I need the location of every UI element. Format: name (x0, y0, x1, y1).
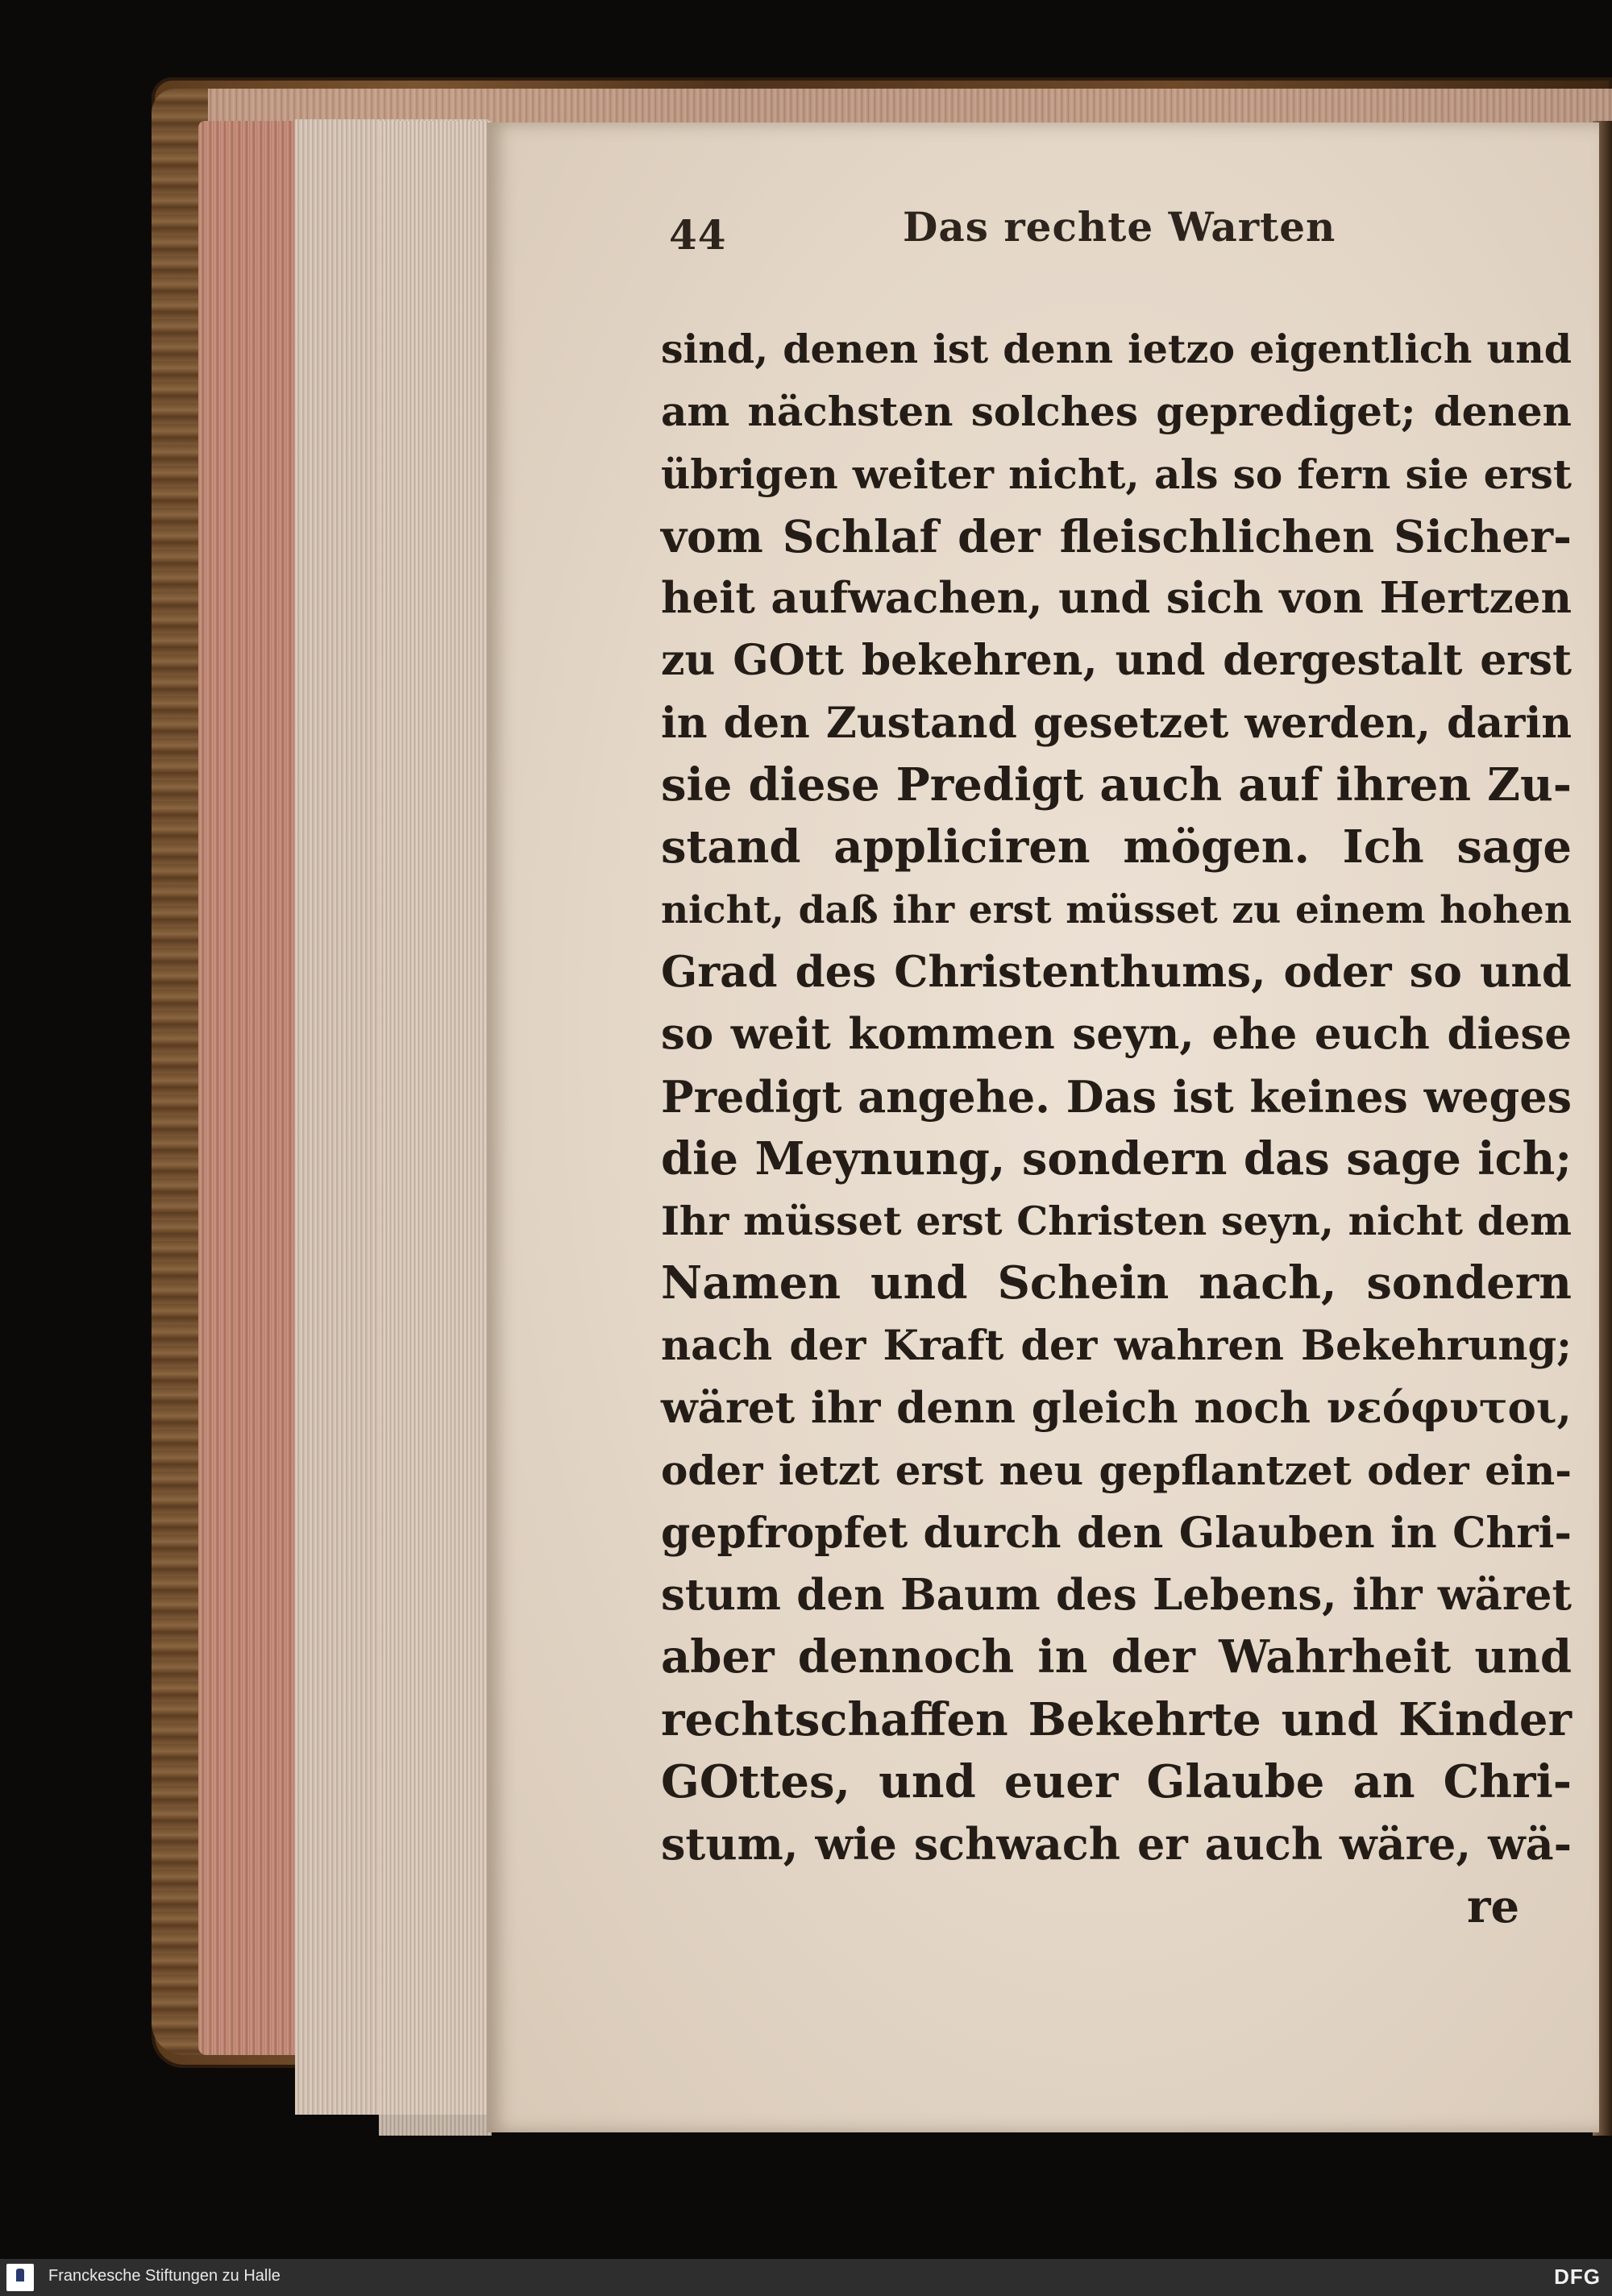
text-line: übrigen weiter nicht, als so fern sie erst (661, 450, 1572, 498)
page-block-inner (379, 121, 492, 2136)
text-line: sind, denen ist denn ietzo eigentlich und (661, 326, 1572, 372)
running-head: Das rechte Warten (903, 203, 1336, 251)
text-line: stum den Baum des Lebens, ihr wäret (661, 1569, 1572, 1620)
text-line: nicht, daß ihr erst müsset zu einem hohen (661, 887, 1572, 932)
catchword: re (1467, 1880, 1520, 1933)
text-line: heit aufwachen, und sich von Hertzen (661, 573, 1572, 624)
text-line: vom Schlaf der fleischlichen Sicher- (661, 509, 1572, 563)
text-line: Grad des Christenthums, oder so und (661, 946, 1572, 997)
text-line: zu GOtt bekehren, und dergestalt erst (661, 636, 1572, 686)
text-line: stum, wie schwach er auch wäre, wä- (661, 1818, 1572, 1870)
text-line: GOttes, und euer Glaube an Chri- (661, 1754, 1572, 1808)
text-line: in den Zustand gesetzet werden, darin (661, 698, 1572, 748)
text-line: Predigt angehe. Das ist keines weges (661, 1070, 1572, 1123)
text-line: wäret ihr denn gleich noch νεόφυτοι, (661, 1383, 1572, 1434)
viewer-footer (0, 2259, 1612, 2296)
funder-logo: DFG (1554, 2265, 1601, 2289)
text-line: am nächsten solches geprediget; denen (661, 388, 1572, 436)
text-line: aber dennoch in der Wahrheit und (661, 1630, 1572, 1684)
text-line: so weit kommen seyn, ehe euch diese (661, 1009, 1572, 1060)
text-line: Ihr müsset erst Christen seyn, nicht dem (661, 1198, 1572, 1245)
page-body-text (661, 318, 1572, 1875)
text-line: rechtschaffen Bekehrte und Kinder (661, 1692, 1572, 1746)
page-number: 44 (669, 211, 727, 259)
institution-logo-icon (6, 2264, 34, 2291)
text-line: Namen und Schein nach, sondern (661, 1256, 1572, 1310)
text-line: gepfropfet durch den Glauben in Chri- (661, 1508, 1572, 1558)
text-line: oder ietzt erst neu gepflantzet oder ein- (661, 1447, 1572, 1495)
text-line: stand appliciren mögen. Ich sage (661, 820, 1572, 874)
text-line: die Meynung, sondern das sage ich; (661, 1131, 1572, 1185)
page-block-red-edge (198, 121, 295, 2055)
institution-name: Franckesche Stiftungen zu Halle (48, 2267, 280, 2285)
text-line: nach der Kraft der wahren Bekehrung; (661, 1321, 1572, 1370)
text-line: sie diese Predigt auch auf ihren Zu- (661, 758, 1572, 812)
